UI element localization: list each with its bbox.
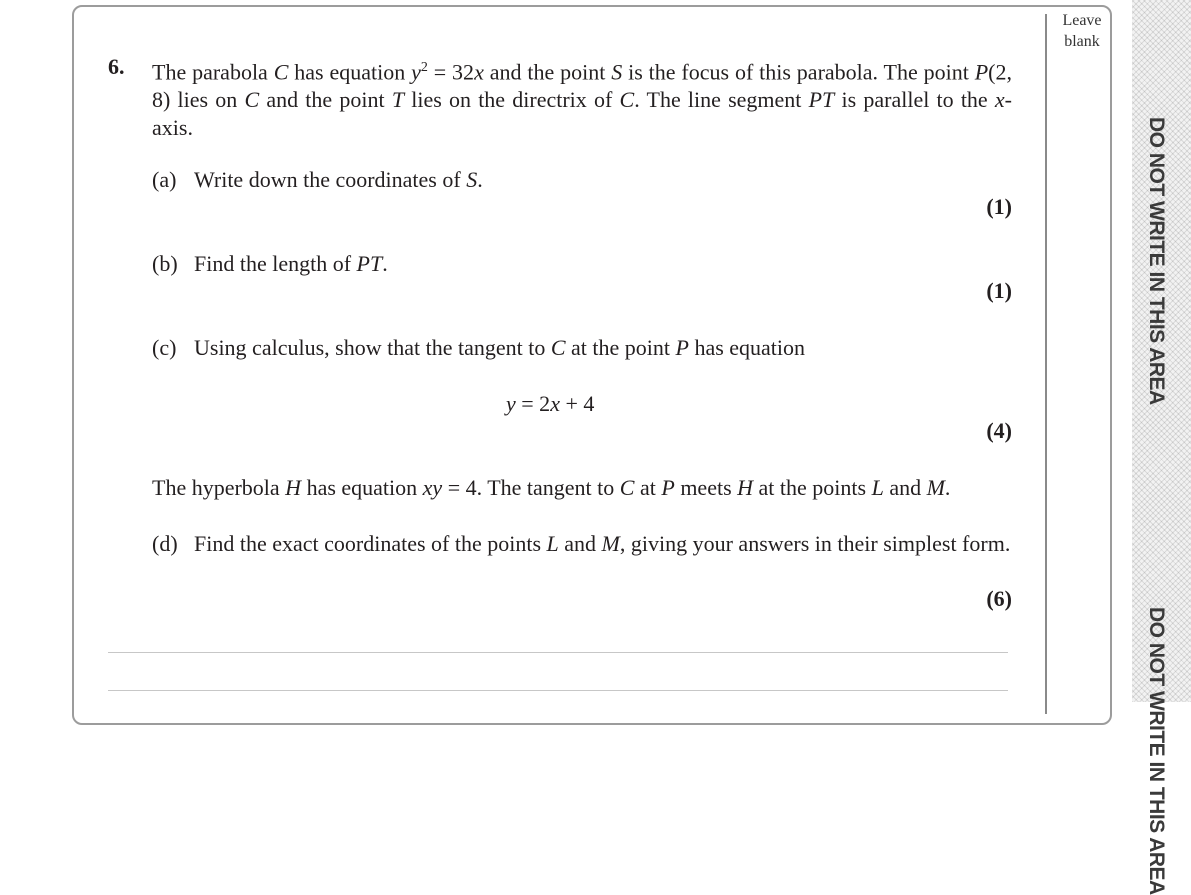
- part-a-mark: (1): [986, 194, 1012, 219]
- part-a-label: (a): [152, 167, 177, 192]
- do-not-write-text: DO NOT WRITE IN THIS AREA: [1145, 117, 1168, 405]
- answer-line[interactable]: [108, 690, 1008, 691]
- part-a-text: Write down the coordinates of S.: [194, 167, 483, 192]
- part-c-text: Using calculus, show that the tangent to C at the point P has equation: [194, 335, 806, 360]
- tangent-equation: y = 2x + 4: [506, 391, 595, 416]
- part-b-mark: (1): [986, 278, 1012, 303]
- part-d-text: Find the exact coordinates of the points L and M, giving your answers in their simplest form.: [194, 531, 1011, 556]
- hyperbola-statement: The hyperbola H has equation xy = 4. The tangent to C at P meets H at the points L and M.: [152, 475, 951, 500]
- part-d-mark: (6): [986, 586, 1012, 611]
- do-not-write-text-partial: DO NOT WRITE IN THIS AREA: [1145, 607, 1168, 895]
- part-c-mark: (4): [986, 418, 1012, 443]
- leave-blank-label: Leave blank: [1062, 12, 1102, 50]
- question-intro: The parabola C has equation $y^2 = 32x$ and the point S is the focus of this parabola. The point P(2, 8) lies on C and the point T lies on the directrix of C. The line segment PT is parallel to the x-axis.: [152, 59, 1012, 141]
- margin-divider: [1045, 14, 1047, 714]
- question-number: 6.: [108, 54, 125, 79]
- part-c-label: (c): [152, 335, 177, 360]
- part-d-label: (d): [152, 531, 178, 556]
- part-b-text: Find the length of PT.: [194, 251, 388, 276]
- part-b-label: (b): [152, 251, 178, 276]
- answer-line[interactable]: [108, 652, 1008, 653]
